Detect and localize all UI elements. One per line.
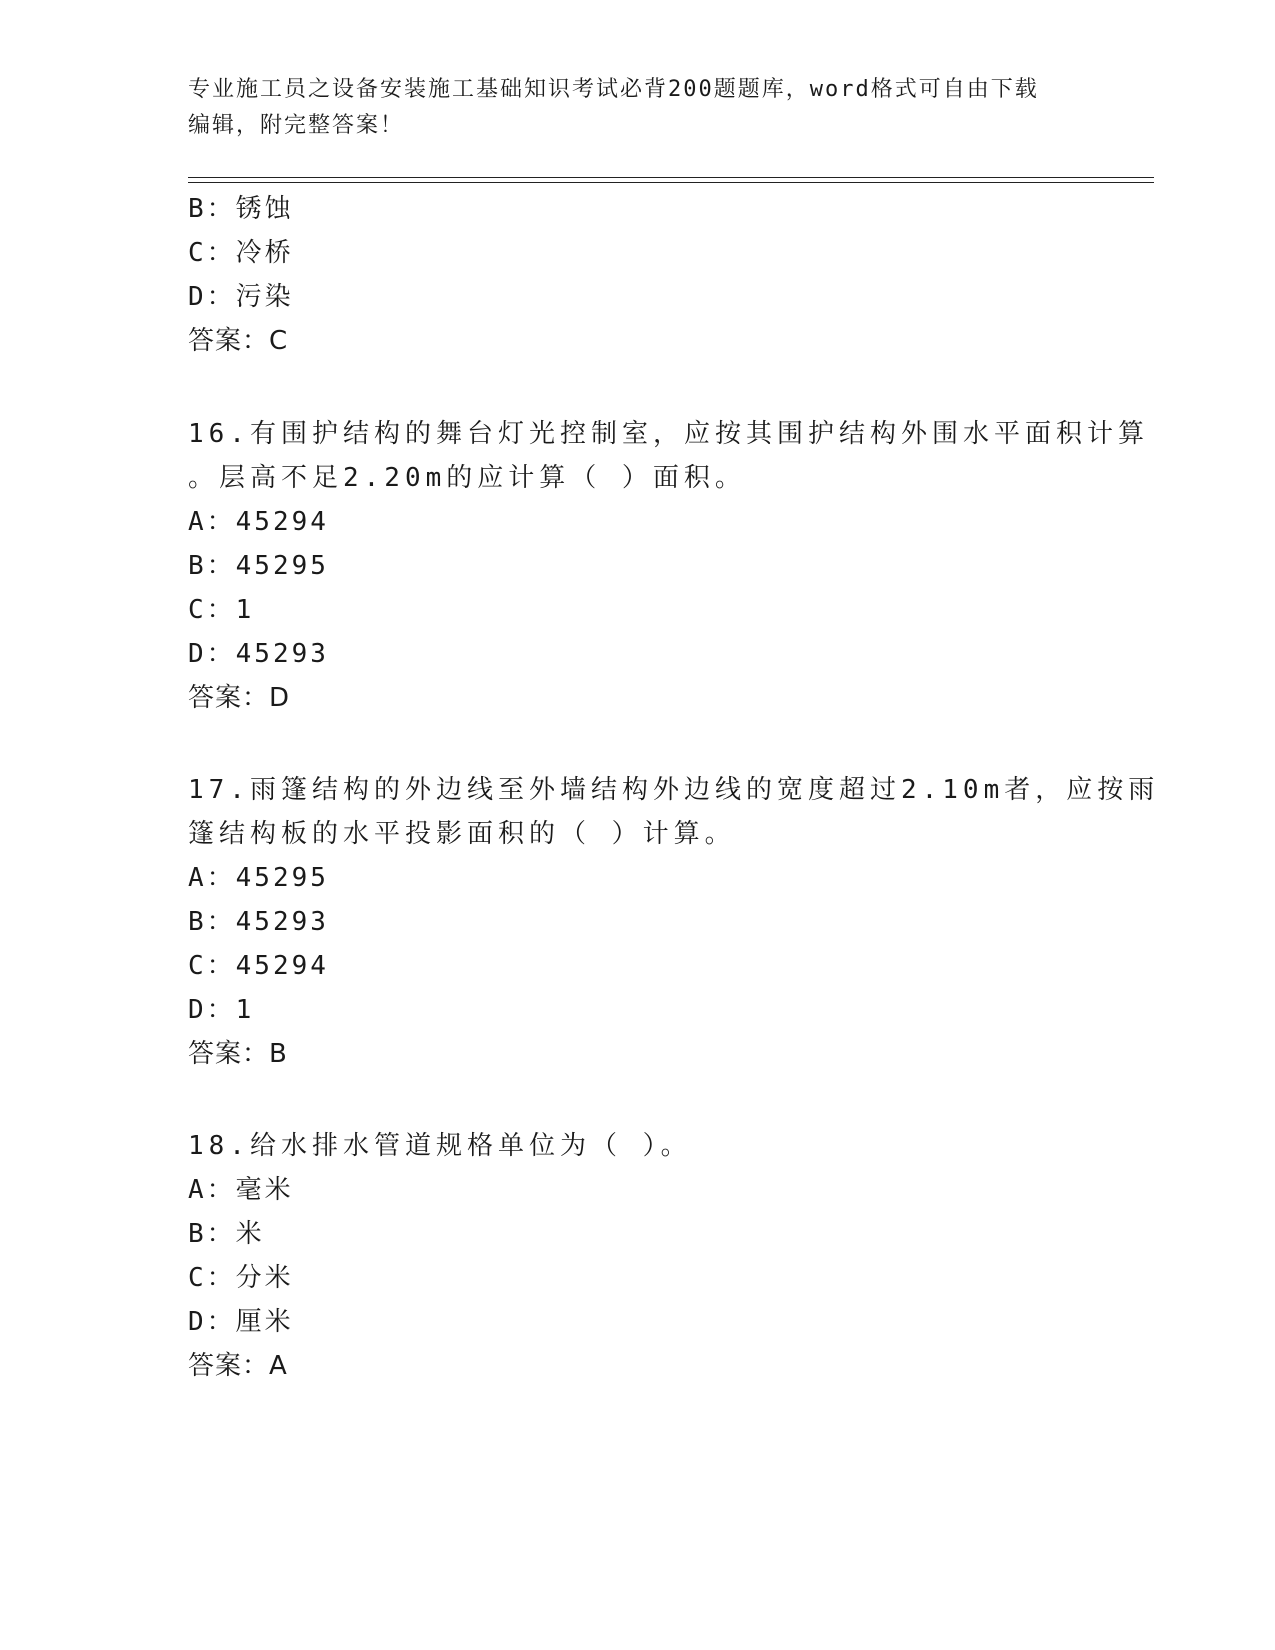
question-16-option-c: C：1	[188, 595, 255, 625]
document-header	[188, 72, 1088, 144]
question-18-option-d: D：厘米	[188, 1307, 294, 1337]
question-17-option-d: D：1	[188, 995, 255, 1025]
question-18-option-b: B：米	[188, 1219, 265, 1249]
question-18-option-a: A：毫米	[188, 1175, 294, 1205]
question-16-option-d: D：45293	[188, 639, 329, 669]
answer: 答案：C	[188, 326, 289, 356]
question-16-option-b: B：45295	[188, 551, 329, 581]
header-divider-bottom	[188, 182, 1154, 183]
question-17-option-b: B：45293	[188, 907, 329, 937]
question-17-answer: 答案：B	[188, 1039, 288, 1069]
question-18-option-c: C：分米	[188, 1263, 294, 1293]
question-16-answer: 答案：D	[188, 683, 291, 713]
option-c: C：冷桥	[188, 238, 294, 268]
header-divider-top	[188, 177, 1154, 178]
header-title-line-1: 专业施工员之设备安装施工基础知识考试必背200题题库，word格式可自由下载	[188, 77, 1039, 102]
question-17-option-a: A：45295	[188, 863, 329, 893]
option-b: B：锈蚀	[188, 194, 294, 224]
option-d: D：污染	[188, 282, 294, 312]
question-16-stem-line-2: 。层高不足2.20m的应计算（ ）面积。	[188, 463, 746, 493]
question-16-option-a: A：45294	[188, 507, 329, 537]
question-16-stem-line-1: 16.有围护结构的舞台灯光控制室，应按其围护结构外围水平面积计算	[188, 419, 1149, 449]
question-18-answer: 答案：A	[188, 1351, 288, 1381]
question-18-stem: 18.给水排水管道规格单位为（ ）。	[188, 1131, 692, 1161]
question-17-stem-line-2: 篷结构板的水平投影面积的（ ）计算。	[188, 819, 736, 849]
question-17-stem-line-1: 17.雨篷结构的外边线至外墙结构外边线的宽度超过2.10m者，应按雨	[188, 775, 1160, 805]
header-title-line-2: 编辑，附完整答案！	[188, 113, 405, 138]
question-17-option-c: C：45294	[188, 951, 329, 981]
